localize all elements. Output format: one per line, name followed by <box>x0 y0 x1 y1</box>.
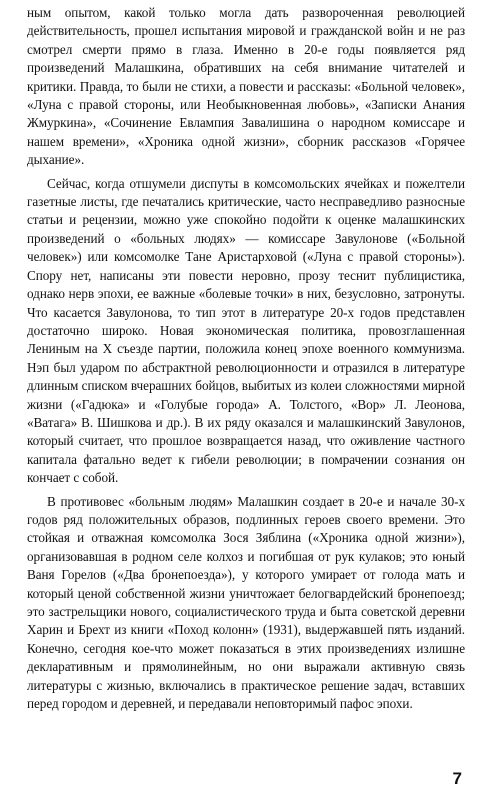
paragraph-disputes: Сейчас, когда отшумели диспуты в комсомольских ячейках и пожелтели газетные листы, где печатались критические, часто несправедливо разносные статьи и рецензии, можно уже спокойно подойти к оценке малашкинских произведений о «больных людях» — комиссаре Завулонове («Больной человек») или комсомолке Тане Аристарховой («Луна с правой стороны»). Спору нет, написаны эти повести неровно, прозу теснит публицистика, однако нерв эпохи, ее важные «болевые точки» в них, безусловно, затронуты. Что касается Завулонова, то тип этот в литературе 20-х годов представлен достаточно широко. Новая экономическая политика, провозглашенная Лениным на X съезде партии, положила конец эпохе военного коммунизма. Нэп был ударом по абстрактной революционности и отразился в литературе длинным списком вчерашних бойцов, выбитых из колеи сложностями мирной жизни («Гадюка» и «Голубые города» А. Толстого, «Вор» Л. Леонова, «Ватага» В. Шишкова и др.). В их ряду оказался и малашкинский Завулонов, который считает, что прошлое возвращается назад, что оживление частного капитала фатально ведет к гибели революции; в помрачении сознания он кончает с собой. <box>27 175 465 486</box>
page-text-body <box>27 4 465 713</box>
paragraph-positive-heroes: В противовес «больным людям» Малашкин создает в 20-е и начале 30-х годов ряд положительных образов, подлинных героев своего времени. Это стойкая и отважная комсомолка Зося Зяблина («Хроника одной жизни»), организовавшая в родном селе колхоз и погибшая от рук кулаков; это юный Ваня Горелов («Два бронепоезда»), у которого умирает от голода мать и который ценой собственной жизни уничтожает белогвардейский бронепоезд; это застрельщики нового, социалистического труда и быта советской деревни Харин и Брехт из книги «Поход колонн» (1931), выдержавшей пять изданий. Конечно, сегодня кое-что может показаться в этих произведениях излишне декларативным и прямолинейным, но они выражали активную связь литературы с жизнью, включались в практическое решение задач, вставших перед городом и деревней, и передавали неповторимый пафос эпохи. <box>27 493 465 712</box>
paragraph-continued: ным опытом, какой только могла дать развороченная революцией действительность, прошел испытания мировой и гражданской войн и не раз смотрел смерти прямо в глаза. Именно в 20-е годы появляется ряд произведений Малашкина, обративших на себя внимание читателей и критики. Правда, то были не стихи, а повести и рассказы: «Больной человек», «Луна с правой стороны, или Необыкновенная любовь», «Записки Анания Жмуркина», «Сочинение Евлампия Завалишина о народном комиссаре и нашем времени», «Хроника одной жизни», сборник рассказов «Горячее дыхание». <box>27 5 465 168</box>
page-number: 7 <box>452 769 462 788</box>
